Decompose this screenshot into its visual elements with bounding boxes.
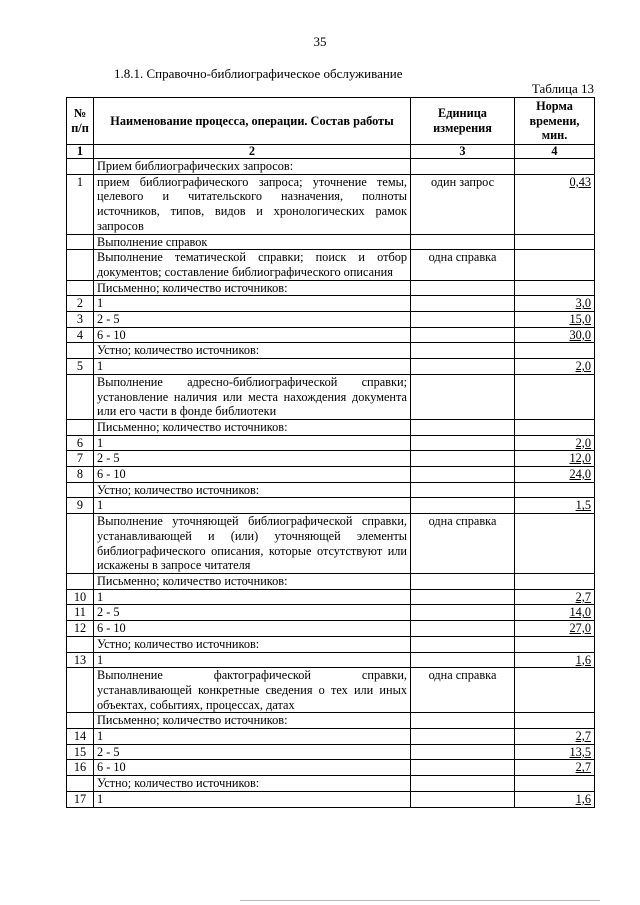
- table-row: [67, 514, 595, 574]
- row-unit: [411, 312, 515, 328]
- table-row: [67, 791, 595, 807]
- row-number: 5: [67, 359, 94, 375]
- row-description: Устно; количество источников:: [94, 482, 411, 498]
- table-row: [67, 668, 595, 713]
- row-unit: [411, 359, 515, 375]
- row-number: 17: [67, 791, 94, 807]
- column-number: 4: [515, 145, 595, 159]
- row-description: Письменно; количество источников:: [94, 419, 411, 435]
- row-unit: [411, 482, 515, 498]
- row-unit: [411, 451, 515, 467]
- row-description: 1: [94, 435, 411, 451]
- row-time: 13,5: [515, 744, 595, 760]
- row-unit: [411, 605, 515, 621]
- row-number: 15: [67, 744, 94, 760]
- row-number: [67, 234, 94, 250]
- row-time: 2,7: [515, 729, 595, 745]
- row-number: [67, 159, 94, 175]
- row-unit: одна справка: [411, 668, 515, 713]
- row-number: 7: [67, 451, 94, 467]
- table-row: [67, 621, 595, 637]
- row-number: [67, 482, 94, 498]
- row-time: 2,7: [515, 589, 595, 605]
- row-unit: [411, 713, 515, 729]
- table-row: [67, 467, 595, 483]
- row-number: [67, 573, 94, 589]
- row-unit: [411, 234, 515, 250]
- row-description: прием библиографического запроса; уточнение темы, целевого и читательского назначения, полноты источников, типов, видов и хронологических рамок запросов: [94, 174, 411, 234]
- row-description: 1: [94, 729, 411, 745]
- row-description: 2 - 5: [94, 451, 411, 467]
- row-unit: [411, 159, 515, 175]
- table-row: [67, 451, 595, 467]
- row-description: 1: [94, 498, 411, 514]
- section-title: 1.8.1. Справочно-библиографическое обслуживание: [114, 66, 403, 81]
- table-row: [67, 589, 595, 605]
- table-row: [67, 744, 595, 760]
- row-number: [67, 668, 94, 713]
- column-number: 1: [67, 145, 94, 159]
- table-row: [67, 312, 595, 328]
- row-number: 13: [67, 652, 94, 668]
- row-time: [515, 250, 595, 280]
- row-unit: один запрос: [411, 174, 515, 234]
- row-time: 15,0: [515, 312, 595, 328]
- table-row: [67, 636, 595, 652]
- row-unit: [411, 419, 515, 435]
- table-row: [67, 174, 595, 234]
- table-row: [67, 159, 595, 175]
- header-unit: Единица измерения: [411, 98, 515, 145]
- row-description: Письменно; количество источников:: [94, 280, 411, 296]
- row-description: 6 - 10: [94, 467, 411, 483]
- row-unit: [411, 498, 515, 514]
- table-row: [67, 296, 595, 312]
- column-number-row: [67, 145, 595, 159]
- header-name: Наименование процесса, операции. Состав работы: [94, 98, 411, 145]
- row-number: [67, 343, 94, 359]
- row-unit: [411, 589, 515, 605]
- row-description: 1: [94, 791, 411, 807]
- page-number: 35: [313, 34, 327, 49]
- table-row: [67, 605, 595, 621]
- row-unit: [411, 744, 515, 760]
- row-description: 2 - 5: [94, 605, 411, 621]
- row-description: 2 - 5: [94, 312, 411, 328]
- row-number: 10: [67, 589, 94, 605]
- row-number: [67, 419, 94, 435]
- row-time: [515, 419, 595, 435]
- row-time: [515, 374, 595, 419]
- row-unit: [411, 435, 515, 451]
- row-time: [515, 159, 595, 175]
- table-row: [67, 419, 595, 435]
- row-time: [515, 514, 595, 574]
- table-body: [67, 159, 595, 808]
- table-row: [67, 374, 595, 419]
- row-time: 2,7: [515, 760, 595, 776]
- row-description: 1: [94, 589, 411, 605]
- row-unit: [411, 374, 515, 419]
- table-row: [67, 280, 595, 296]
- row-unit: [411, 636, 515, 652]
- table-row: [67, 250, 595, 280]
- row-description: Устно; количество источников:: [94, 343, 411, 359]
- row-description: Устно; количество источников:: [94, 776, 411, 792]
- row-unit: [411, 573, 515, 589]
- row-number: [67, 776, 94, 792]
- row-number: 6: [67, 435, 94, 451]
- row-unit: [411, 729, 515, 745]
- header-no: № п/п: [67, 98, 94, 145]
- row-time: [515, 776, 595, 792]
- row-number: 12: [67, 621, 94, 637]
- row-time: [515, 234, 595, 250]
- row-unit: одна справка: [411, 514, 515, 574]
- table-row: [67, 760, 595, 776]
- row-time: 3,0: [515, 296, 595, 312]
- row-time: 14,0: [515, 605, 595, 621]
- row-description: Прием библиографических запросов:: [94, 159, 411, 175]
- table-row: [67, 343, 595, 359]
- row-description: 1: [94, 652, 411, 668]
- row-number: 16: [67, 760, 94, 776]
- table-row: [67, 359, 595, 375]
- row-time: [515, 573, 595, 589]
- row-description: Выполнение адресно-библиографической справки; установление наличия или места нахождения документа или его части в фонде библиотеки: [94, 374, 411, 419]
- row-number: 11: [67, 605, 94, 621]
- row-description: Выполнение фактографической справки, устанавливающей конкретные сведения о тех или иных объектах, событиях, процессах, датах: [94, 668, 411, 713]
- row-time: 1,6: [515, 652, 595, 668]
- row-time: 24,0: [515, 467, 595, 483]
- table-row: [67, 713, 595, 729]
- row-time: 2,0: [515, 359, 595, 375]
- row-description: Письменно; количество источников:: [94, 573, 411, 589]
- row-number: [67, 636, 94, 652]
- header-time: Норма времени, мин.: [515, 98, 595, 145]
- column-number: 3: [411, 145, 515, 159]
- row-number: [67, 514, 94, 574]
- row-description: 2 - 5: [94, 744, 411, 760]
- table-row: [67, 482, 595, 498]
- row-number: 9: [67, 498, 94, 514]
- row-time: [515, 280, 595, 296]
- table-row: [67, 234, 595, 250]
- row-description: Письменно; количество источников:: [94, 713, 411, 729]
- row-description: 1: [94, 296, 411, 312]
- row-unit: [411, 776, 515, 792]
- row-description: Выполнение уточняющей библиографической справки, устанавливающей и (или) уточняющей элементы библиографического описания, которые отсутствуют или искажены в запросе читателя: [94, 514, 411, 574]
- row-time: [515, 636, 595, 652]
- row-number: 8: [67, 467, 94, 483]
- row-number: [67, 374, 94, 419]
- row-time: 0,43: [515, 174, 595, 234]
- table-row: [67, 435, 595, 451]
- table-row: [67, 776, 595, 792]
- table-label: Таблица 13: [531, 81, 594, 96]
- row-description: Устно; количество источников:: [94, 636, 411, 652]
- row-unit: [411, 296, 515, 312]
- row-time: [515, 713, 595, 729]
- row-number: 3: [67, 312, 94, 328]
- row-time: 1,6: [515, 791, 595, 807]
- scan-edge-line: [240, 900, 600, 901]
- row-unit: [411, 791, 515, 807]
- row-unit: [411, 621, 515, 637]
- column-number: 2: [94, 145, 411, 159]
- row-unit: [411, 343, 515, 359]
- row-description: 6 - 10: [94, 621, 411, 637]
- row-time: 27,0: [515, 621, 595, 637]
- row-time: 12,0: [515, 451, 595, 467]
- row-description: 6 - 10: [94, 327, 411, 343]
- table-row: [67, 327, 595, 343]
- row-time: [515, 343, 595, 359]
- table-row: [67, 498, 595, 514]
- row-number: 2: [67, 296, 94, 312]
- row-time: [515, 482, 595, 498]
- row-unit: [411, 760, 515, 776]
- row-number: 4: [67, 327, 94, 343]
- table-row: [67, 652, 595, 668]
- norms-table: [66, 97, 595, 808]
- table-header-row: [67, 98, 595, 145]
- row-description: Выполнение справок: [94, 234, 411, 250]
- row-number: [67, 280, 94, 296]
- row-unit: [411, 327, 515, 343]
- row-number: [67, 250, 94, 280]
- row-unit: [411, 280, 515, 296]
- row-description: 1: [94, 359, 411, 375]
- row-unit: одна справка: [411, 250, 515, 280]
- row-number: 14: [67, 729, 94, 745]
- row-time: 30,0: [515, 327, 595, 343]
- row-unit: [411, 467, 515, 483]
- row-time: 1,5: [515, 498, 595, 514]
- row-description: Выполнение тематической справки; поиск и отбор документов; составление библиографического описания: [94, 250, 411, 280]
- row-unit: [411, 652, 515, 668]
- table-row: [67, 573, 595, 589]
- row-time: [515, 668, 595, 713]
- table-row: [67, 729, 595, 745]
- row-number: 1: [67, 174, 94, 234]
- row-description: 6 - 10: [94, 760, 411, 776]
- row-time: 2,0: [515, 435, 595, 451]
- row-number: [67, 713, 94, 729]
